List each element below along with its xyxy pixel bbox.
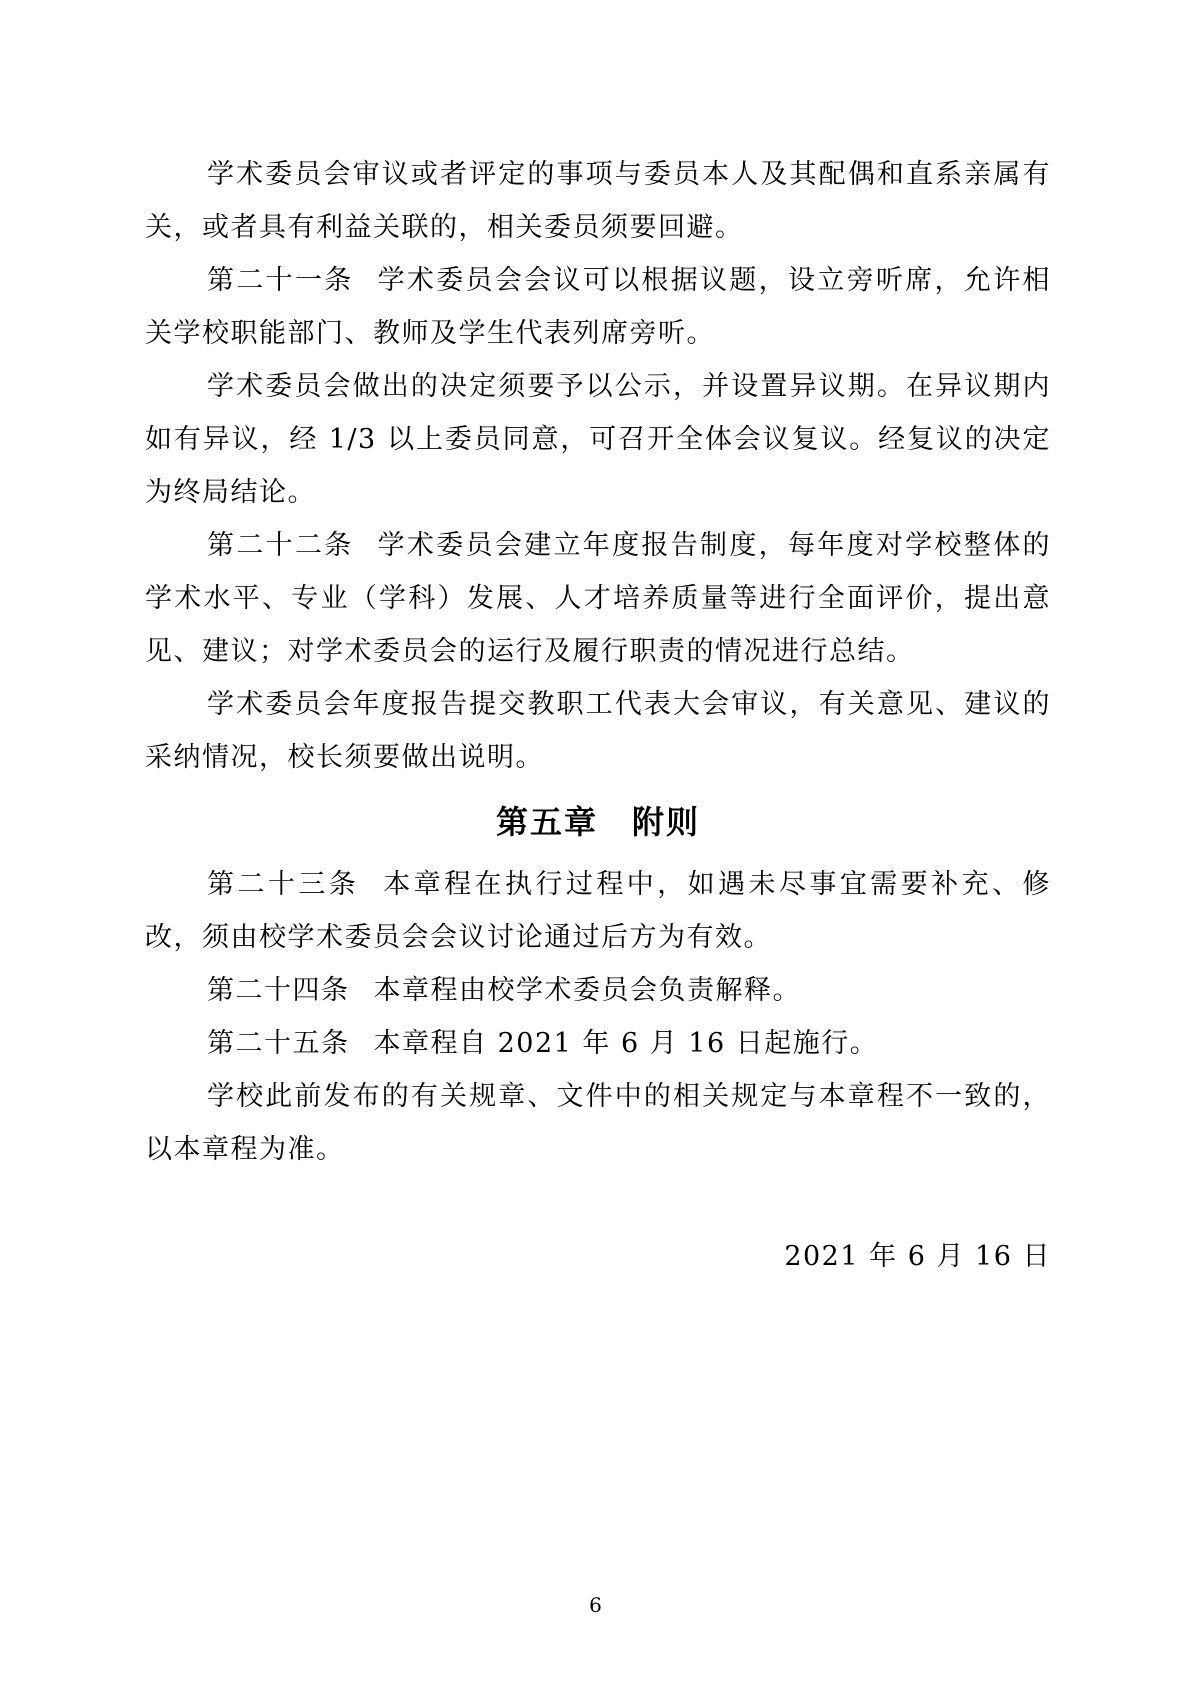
article-text: 本章程由校学术委员会负责解释。	[373, 975, 801, 1006]
article-number: 第二十四条	[207, 975, 350, 1006]
document-body	[145, 148, 1051, 1176]
article-number: 第二十五条	[207, 1028, 350, 1059]
chapter-title: 附则	[632, 803, 701, 841]
document-date: 2021 年 6 月 16 日	[784, 1241, 1051, 1272]
article-text: 学术委员会会议可以根据议题，设立旁听席，允许相关学校职能部门、教师及学生代表列席旁听。	[145, 265, 1052, 349]
article-text: 学术委员会建立年度报告制度，每年度对学校整体的学术水平、专业（学科）发展、人才培养质量等进行全面评价，提出意见、建议；对学术委员会的运行及履行职责的情况进行总结。	[145, 530, 1052, 667]
paragraph-text: 学术委员会审议或者评定的事项与委员本人及其配偶和直系亲属有关，或者具有利益关联的，相关委员须要回避。	[145, 159, 1051, 243]
paragraph-text: 学术委员会年度报告提交教职工代表大会审议，有关意见、建议的采纳情况，校长须要做出说明。	[145, 689, 1051, 773]
article-number: 第二十二条	[207, 530, 354, 561]
article-23	[145, 858, 1051, 964]
paragraph	[145, 148, 1051, 254]
article-text: 本章程自 2021 年 6 月 16 日起施行。	[373, 1028, 879, 1059]
article-number: 第二十三条	[207, 869, 360, 900]
article-number: 第二十一条	[207, 265, 354, 296]
article-text: 本章程在执行过程中，如遇未尽事宜需要补充、修改，须由校学术委员会会议讨论通过后方为有效。	[145, 869, 1052, 953]
article-22	[145, 519, 1051, 678]
page-number: 6	[589, 1593, 602, 1617]
paragraph	[145, 360, 1051, 519]
article-25	[145, 1017, 1051, 1070]
paragraph	[145, 1070, 1051, 1176]
article-21	[145, 254, 1051, 360]
paragraph	[145, 678, 1051, 784]
paragraph-text: 学术委员会做出的决定须要予以公示，并设置异议期。在异议期内如有异议，经 1/3 以上委员同意，可召开全体会议复议。经复议的决定为终局结论。	[145, 371, 1051, 508]
paragraph-text: 学校此前发布的有关规章、文件中的相关规定与本章程不一致的，以本章程为准。	[145, 1081, 1051, 1165]
chapter-number: 第五章	[495, 803, 598, 841]
chapter-heading	[145, 792, 1051, 852]
article-24	[145, 964, 1051, 1017]
